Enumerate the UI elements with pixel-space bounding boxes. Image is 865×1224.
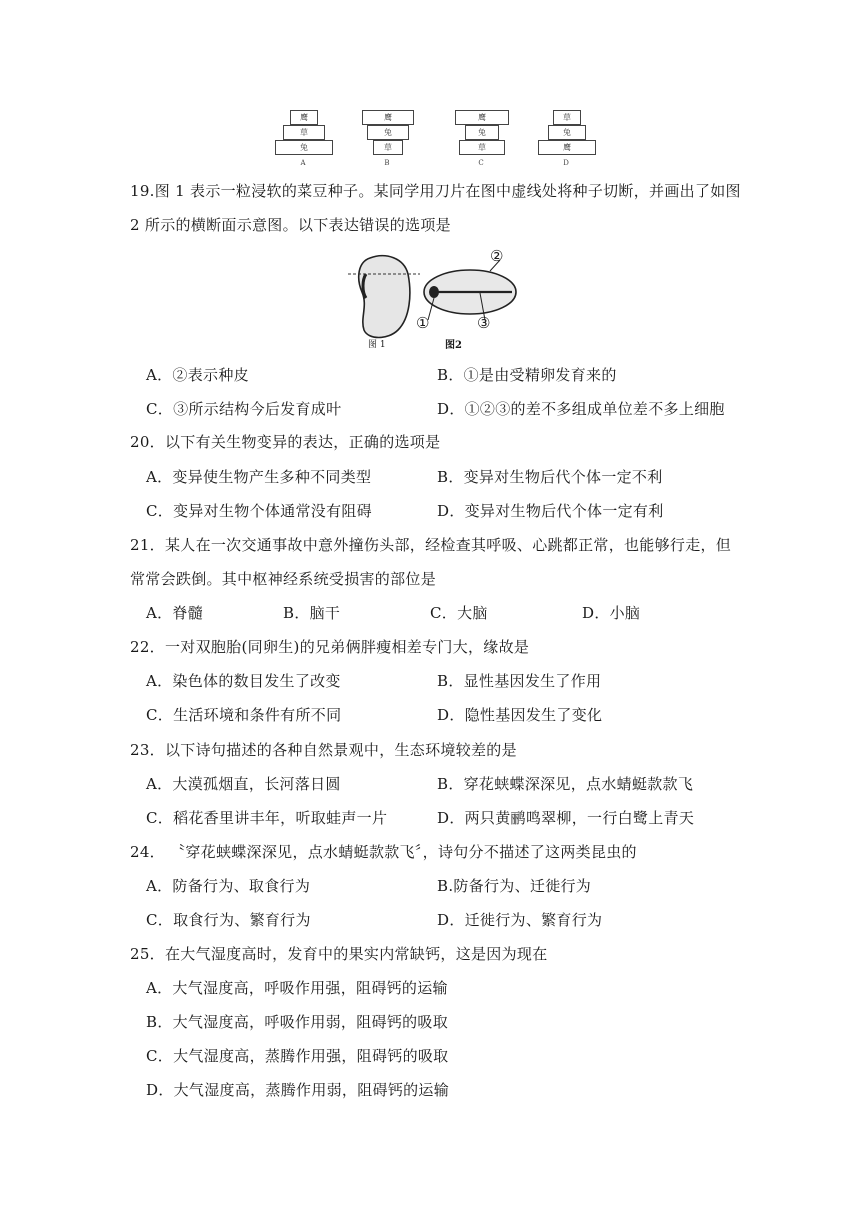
- marker-3: ③: [477, 314, 491, 332]
- q19-option-d: D．①②③的差不多组成单位差不多上细胞: [437, 400, 725, 418]
- q19-stem-line1: 19.图 1 表示一粒浸软的菜豆种子。某同学用刀片在图中虚线处将种子切断，并画出了如图: [130, 182, 741, 200]
- q24-option-a: A．防备行为、取食行为: [146, 877, 311, 895]
- q25-option-d: D．大气湿度高，蒸腾作用弱，阻碍钙的运输: [146, 1081, 450, 1099]
- pyramid-level: 兔: [367, 125, 409, 140]
- q19-option-b: B．①是由受精卵发育来的: [437, 366, 617, 384]
- q23-option-b: B．穿花蛱蝶深深见，点水蜻蜓款款飞: [437, 775, 694, 793]
- q23-option-a: A．大漠孤烟直，长河落日圆: [146, 775, 341, 793]
- pyramid-level: 草: [459, 140, 505, 155]
- q23-option-c: C．稻花香里讲丰年，听取蛙声一片: [146, 809, 388, 827]
- pyramid-level: 鹰: [455, 110, 509, 125]
- marker-1: ①: [416, 314, 430, 332]
- q21-option-d: D．小脑: [582, 604, 641, 622]
- q21-stem-line2: 常常会跌倒。其中枢神经系统受损害的部位是: [130, 570, 437, 588]
- q20-option-a: A．变异使生物产生多种不同类型: [146, 468, 372, 486]
- q21-option-c: C．大脑: [430, 604, 488, 622]
- pyramid-level: 草: [283, 125, 325, 140]
- q24-option-c: C．取食行为、繁育行为: [146, 911, 311, 929]
- marker-2: ②: [490, 247, 504, 265]
- q22-option-a: A．染色体的数目发生了改变: [146, 672, 341, 690]
- q22-stem: 22．一对双胞胎(同卵生)的兄弟俩胖瘦相差专门大，缘故是: [130, 638, 530, 656]
- q23-option-d: D．两只黄鹂鸣翠柳，一行白鹭上青天: [437, 809, 695, 827]
- q22-option-d: D．隐性基因发生了变化: [437, 706, 603, 724]
- pyramid-level: 鹰: [538, 140, 596, 155]
- pyramid-b: [357, 108, 417, 168]
- pyramid-level: 鹰: [362, 110, 414, 125]
- pyramid-level: 兔: [548, 125, 586, 140]
- q24-option-b: B.防备行为、迁徙行为: [437, 877, 592, 895]
- q21-option-b: B．脑干: [283, 604, 341, 622]
- q20-option-c: C．变异对生物个体通常没有阻碍: [146, 502, 372, 520]
- q19-option-c: C．③所示结构今后发育成叶: [146, 400, 342, 418]
- q25-option-a: A．大气湿度高，呼吸作用强，阻碍钙的运输: [146, 979, 448, 997]
- bean-seed-diagram: [340, 244, 540, 352]
- pyramid-c: [451, 108, 511, 168]
- figure-1-label: 图 1: [368, 340, 386, 350]
- pyramid-d: [536, 108, 596, 168]
- q24-stem: 24． 〝穿花蛱蝶深深见，点水蜻蜓款款飞〞，诗句分不描述了这两类昆虫的: [130, 843, 637, 861]
- pyramid-level: 兔: [465, 125, 499, 140]
- pyramid-level: 草: [553, 110, 581, 125]
- pyramid-level: 草: [373, 140, 403, 155]
- q22-option-b: B．显性基因发生了作用: [437, 672, 602, 690]
- q22-option-c: C．生活环境和条件有所不同: [146, 706, 342, 724]
- figure-2-label: 图2: [445, 340, 462, 351]
- q19-option-a: A．②表示种皮: [146, 366, 249, 384]
- pyramid-a: [273, 108, 333, 168]
- q25-option-b: B．大气湿度高，呼吸作用弱，阻碍钙的吸取: [146, 1013, 449, 1031]
- q21-stem-line1: 21．某人在一次交通事故中意外撞伤头部，经检查其呼吸、心跳都正常，也能够行走，但: [130, 536, 732, 554]
- q25-option-c: C．大气湿度高，蒸腾作用强，阻碍钙的吸取: [146, 1047, 449, 1065]
- pyramid-level: 鹰: [290, 110, 318, 125]
- q20-option-d: D．变异对生物后代个体一定有利: [437, 502, 664, 520]
- q20-option-b: B．变异对生物后代个体一定不利: [437, 468, 663, 486]
- q24-option-d: D．迁徙行为、繁育行为: [437, 911, 603, 929]
- q19-stem-line2: 2 所示的横断面示意图。以下表达错误的选项是: [130, 216, 451, 234]
- q21-option-a: A．脊髓: [146, 604, 204, 622]
- pyramid-label: B: [384, 159, 390, 167]
- q23-stem: 23．以下诗句描述的各种自然景观中，生态环境较差的是: [130, 741, 517, 759]
- pyramid-label: A: [300, 159, 306, 167]
- pyramid-label: D: [563, 159, 569, 167]
- pyramid-label: C: [478, 159, 484, 167]
- pyramid-level: 兔: [275, 140, 333, 155]
- q25-stem: 25．在大气湿度高时，发育中的果实内常缺钙，这是因为现在: [130, 945, 548, 963]
- q20-stem: 20．以下有关生物变异的表达，正确的选项是: [130, 433, 441, 451]
